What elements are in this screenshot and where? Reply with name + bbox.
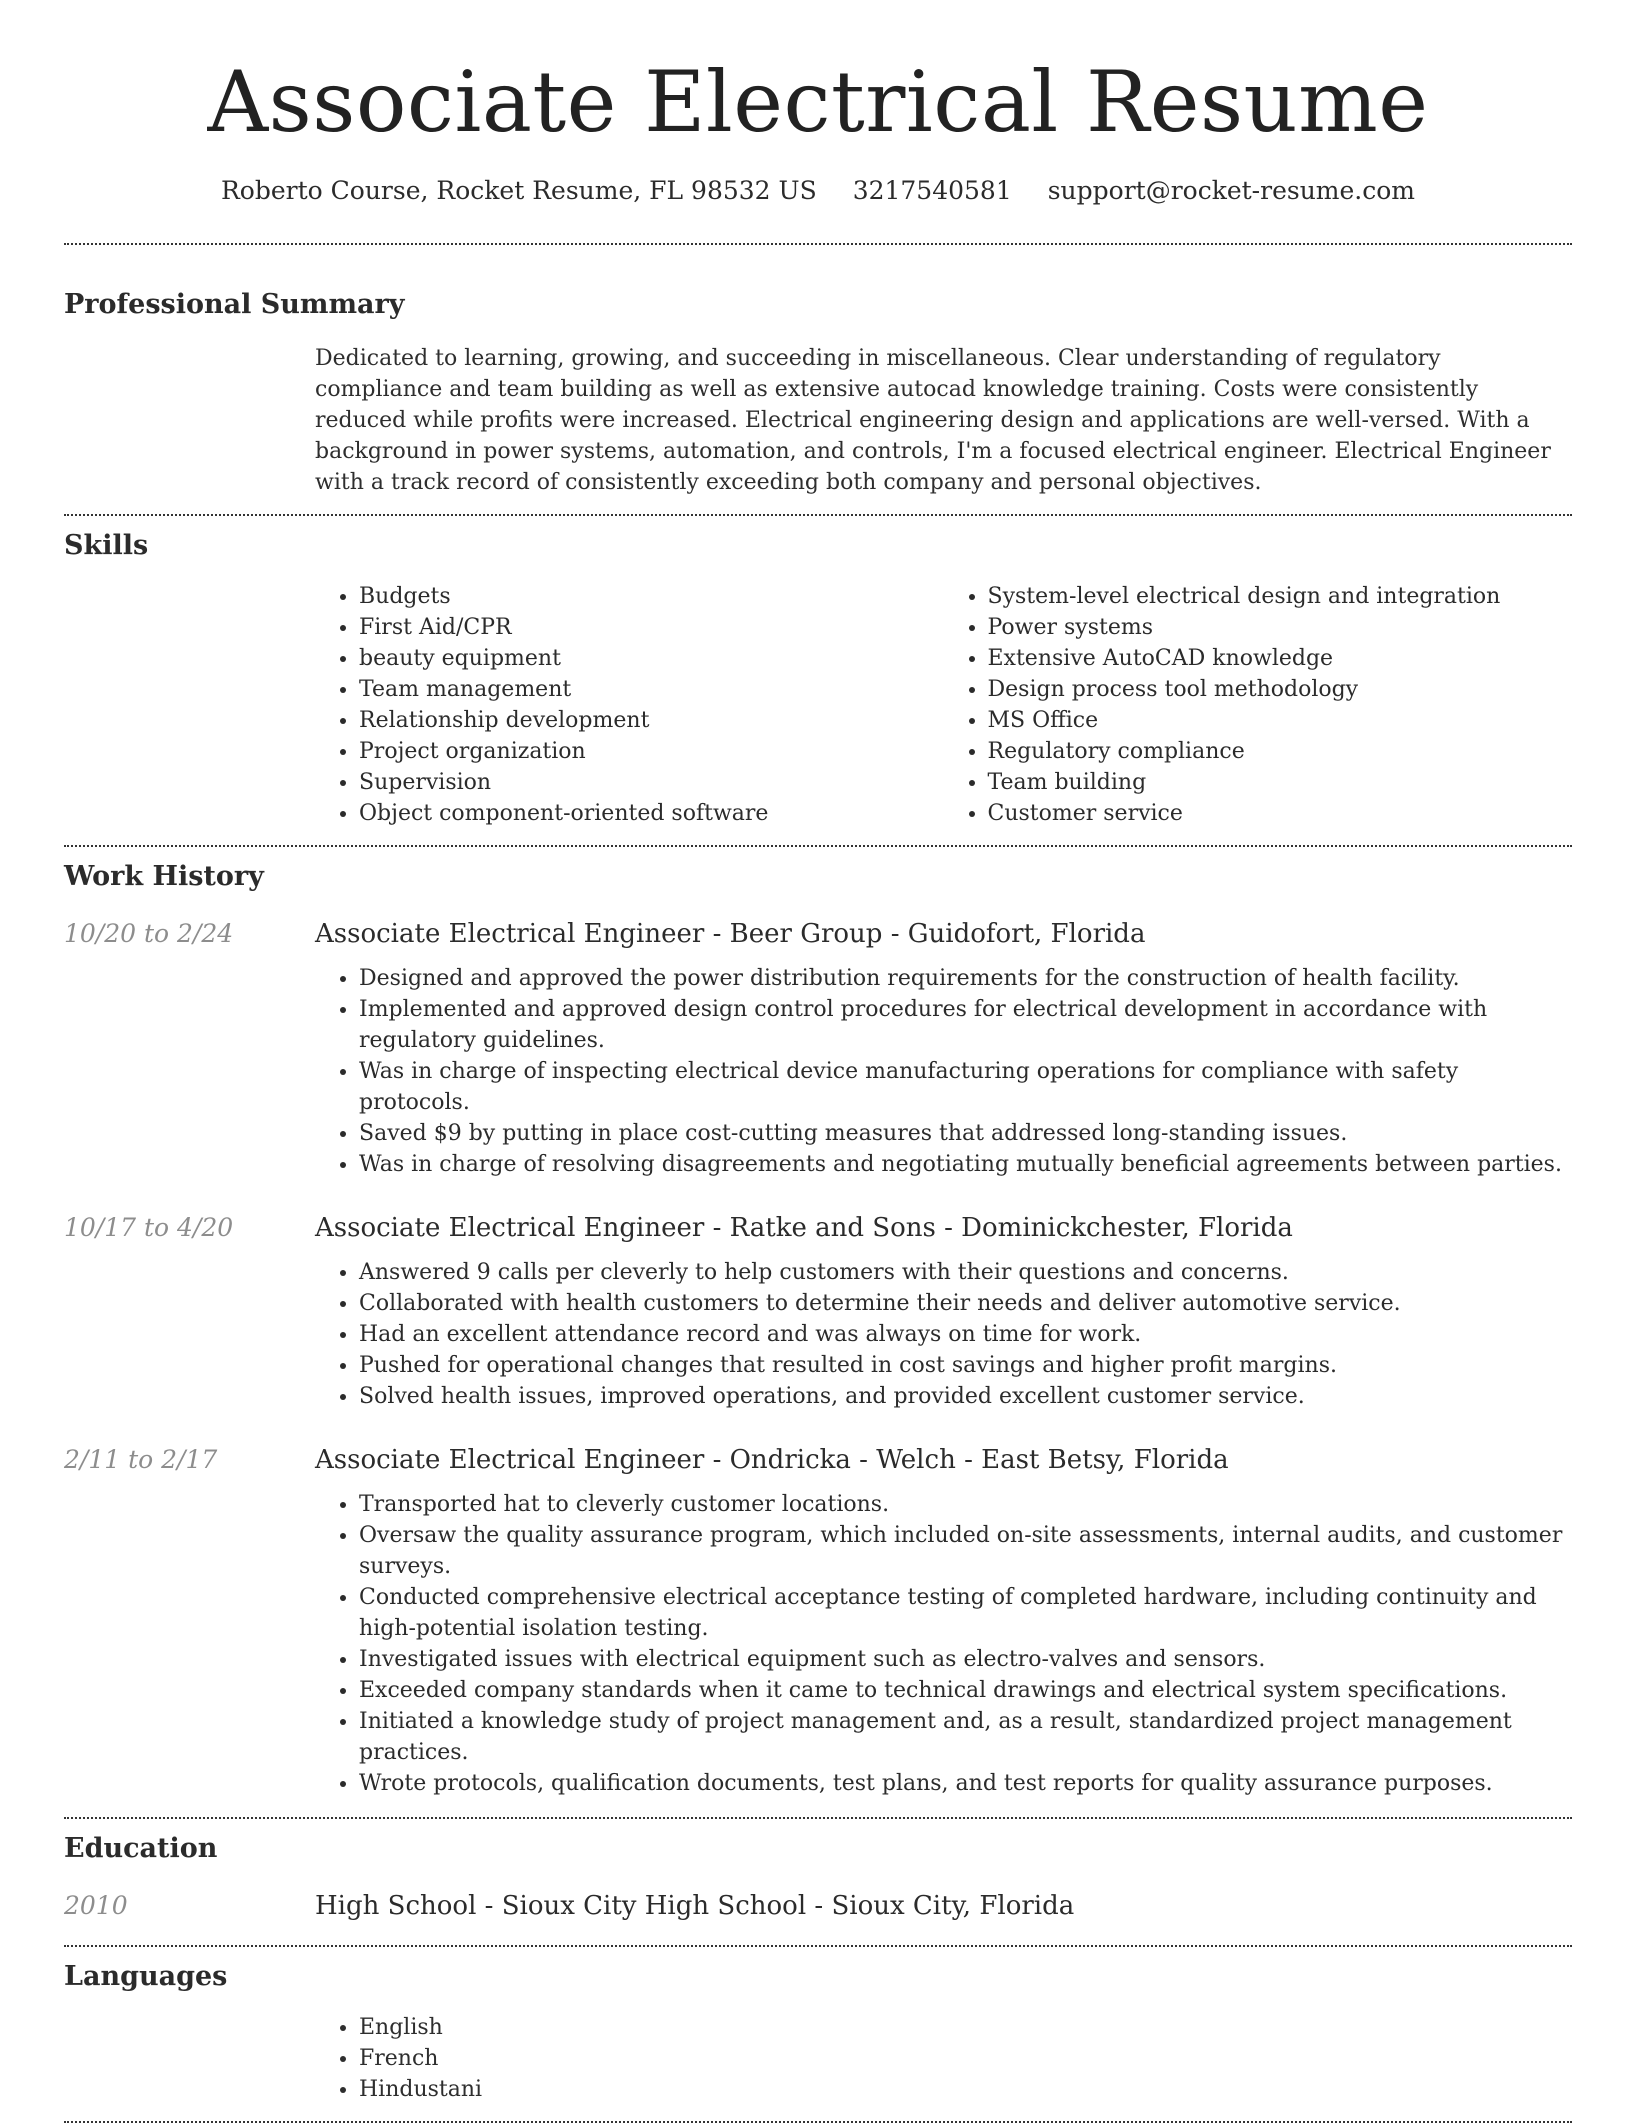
job-bullet: • Answered 9 calls per cleverly to help customers with their questions and concerns. [359,1257,1572,1288]
education-entry [64,1889,1572,1923]
job-bullet: • Conducted comprehensive electrical acceptance testing of completed hardware, including continuity and high-potential isolation testing. [359,1582,1572,1644]
skill-item: • First Aid/CPR [359,612,944,643]
skills-list-right [944,581,1573,829]
education-heading: Education [64,1833,218,1864]
skill-item: • Regulatory compliance [988,736,1573,767]
job-entry [64,917,1572,1180]
skill-item: • Extensive AutoCAD knowledge [988,643,1573,674]
skill-item: • Team management [359,674,944,705]
skills-heading: Skills [64,530,149,561]
job-dates: 10/20 to 2/24 [64,919,234,948]
resume-page [64,0,1572,2123]
job-bullet: • Collaborated with health customers to determine their needs and deliver automotive service. [359,1288,1572,1319]
language-item: • French [359,2043,1572,2074]
skill-item: • Project organization [359,736,944,767]
resume-title: Associate Electrical Resume [207,53,1429,151]
divider [64,1945,1572,1947]
language-item: • English [359,2012,1572,2043]
job-bullet: • Oversaw the quality assurance program, which included on-site assessments, internal audits, and customer surveys. [359,1520,1572,1582]
divider [64,1817,1572,1819]
summary-heading: Professional Summary [64,289,405,320]
education-year: 2010 [64,1891,128,1920]
job-bullets [315,963,1572,1180]
job-bullet: • Saved $9 by putting in place cost-cutting measures that addressed long-standing issues. [359,1118,1572,1149]
skill-item: • beauty equipment [359,643,944,674]
job-bullet: • Designed and approved the power distribution requirements for the construction of health facility. [359,963,1572,994]
job-title: Associate Electrical Engineer - Ratke and Sons - Dominickchester, Florida [315,1213,1293,1243]
skill-item: • Supervision [359,767,944,798]
job-body [315,917,1572,1180]
contact-line [64,174,1572,208]
job-bullet: • Investigated issues with electrical equipment such as electro-valves and sensors. [359,1644,1572,1675]
skill-item: • System-level electrical design and integration [988,581,1573,612]
skill-item: • MS Office [988,705,1573,736]
skill-item: • Relationship development [359,705,944,736]
divider [64,514,1572,516]
languages-list-wrap [315,2012,1572,2105]
job-body [315,1443,1572,1799]
summary-section [64,287,1572,498]
education-section [64,1831,1572,1923]
skill-item: • Team building [988,767,1573,798]
job-body [315,1211,1572,1412]
work-history-section [64,859,1572,1799]
skill-item: • Power systems [988,612,1573,643]
job-bullet: • Was in charge of inspecting electrical device manufacturing operations for compliance with safety protocols. [359,1056,1572,1118]
job-entry [64,1443,1572,1799]
work-history-heading: Work History [64,861,264,892]
languages-heading: Languages [64,1961,228,1992]
divider [64,243,1572,245]
skill-item: • Customer service [988,798,1573,829]
summary-text: Dedicated to learning, growing, and succeeding in miscellaneous. Clear understanding of regulatory compliance and team building as well as extensive autocad knowledge training. Costs were consistently reduced while profits were increased. Electrical engineering design and applications are well-versed. With a background in power systems, automation, and controls, I'm a focused electrical engineer. Electrical Engineer with a track record of consistently exceeding both company and personal objectives. [315,346,1551,495]
job-bullet: • Was in charge of resolving disagreements and negotiating mutually beneficial agreements between parties. [359,1149,1572,1180]
skills-columns [315,581,1572,829]
job-bullet: • Exceeded company standards when it came to technical drawings and electrical system specifications. [359,1675,1572,1706]
job-dates: 2/11 to 2/17 [64,1445,218,1474]
job-bullet: • Pushed for operational changes that resulted in cost savings and higher profit margins. [359,1350,1572,1381]
job-bullet: • Transported hat to cleverly customer locations. [359,1489,1572,1520]
skills-section [64,528,1572,829]
languages-list [315,2012,1572,2105]
job-dates: 10/17 to 4/20 [64,1213,234,1242]
education-title: High School - Sioux City High School - Sioux City, Florida [315,1891,1075,1921]
job-bullet: • Solved health issues, improved operations, and provided excellent customer service. [359,1381,1572,1412]
job-bullet: • Initiated a knowledge study of project management and, as a result, standardized project management practices. [359,1706,1572,1768]
job-bullet: • Had an excellent attendance record and was always on time for work. [359,1319,1572,1350]
contact-phone: 3217540581 [852,176,1012,205]
job-title: Associate Electrical Engineer - Ondricka - Welch - East Betsy, Florida [315,1445,1229,1475]
skill-item: • Design process tool methodology [988,674,1573,705]
divider [64,845,1572,847]
skill-item: • Budgets [359,581,944,612]
contact-email: support@rocket-resume.com [1047,176,1416,205]
languages-section [64,1959,1572,2105]
contact-address: Roberto Course, Rocket Resume, FL 98532 US [220,176,817,205]
job-title: Associate Electrical Engineer - Beer Group - Guidofort, Florida [315,919,1146,949]
job-bullet: • Implemented and approved design control procedures for electrical development in accordance with regulatory guidelines. [359,994,1572,1056]
language-item: • Hindustani [359,2074,1572,2105]
skill-item: • Object component-oriented software [359,798,944,829]
job-bullets [315,1257,1572,1412]
job-entry [64,1211,1572,1412]
job-bullets [315,1489,1572,1799]
job-bullet: • Wrote protocols, qualification documents, test plans, and test reports for quality assurance purposes. [359,1768,1572,1799]
skills-list-left [315,581,944,829]
